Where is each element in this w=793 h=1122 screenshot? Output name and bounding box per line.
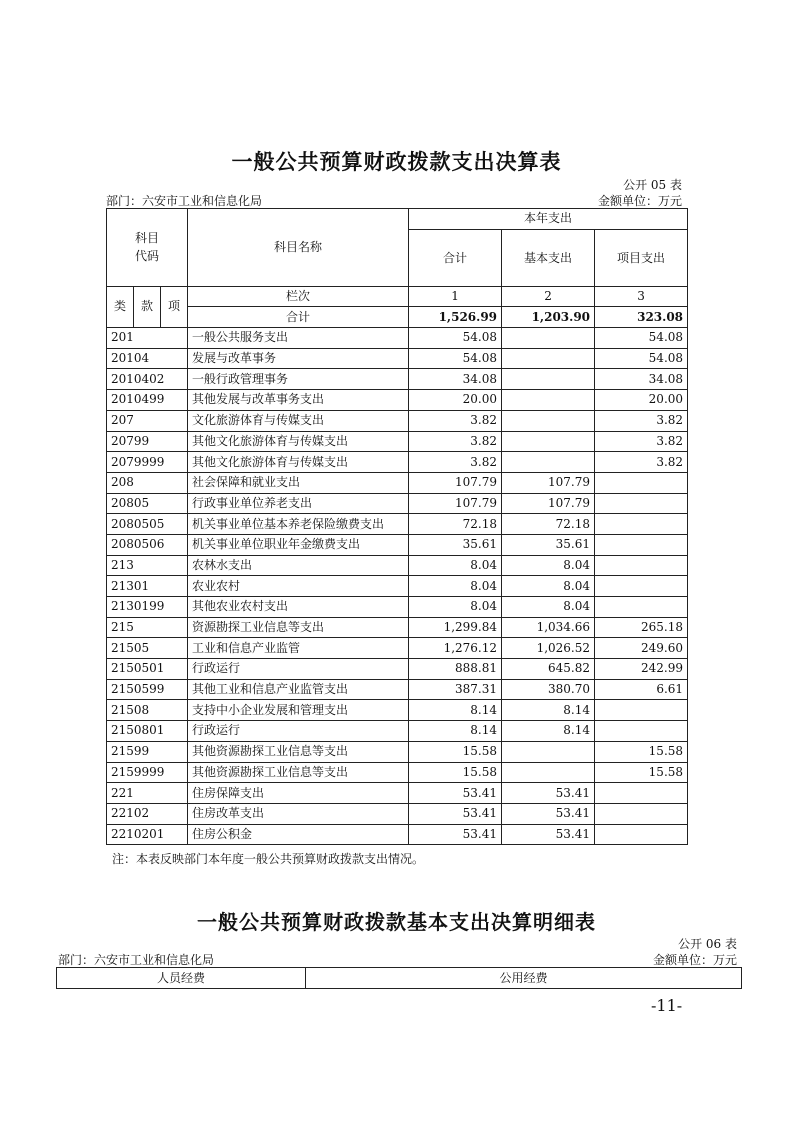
column-no-1: 1 xyxy=(409,286,502,307)
table-row xyxy=(107,597,688,618)
sum-label: 合计 xyxy=(188,307,409,328)
row-total: 8.14 xyxy=(409,700,502,721)
row-code: 207 xyxy=(107,410,188,431)
row-code: 2150501 xyxy=(107,659,188,680)
header-xiang: 项 xyxy=(161,286,188,327)
row-code: 2080505 xyxy=(107,514,188,535)
row-project: 3.82 xyxy=(595,452,688,473)
row-name: 农业农村 xyxy=(188,576,409,597)
table2-code: 公开 06 表 xyxy=(678,937,737,951)
row-total: 53.41 xyxy=(409,783,502,804)
row-name: 行政运行 xyxy=(188,659,409,680)
header-public: 公用经费 xyxy=(306,968,742,989)
row-code: 21508 xyxy=(107,700,188,721)
row-project xyxy=(595,514,688,535)
row-project xyxy=(595,597,688,618)
row-basic: 8.14 xyxy=(502,700,595,721)
table-row xyxy=(107,659,688,680)
row-basic: 72.18 xyxy=(502,514,595,535)
row-basic: 107.79 xyxy=(502,493,595,514)
sum-basic: 1,203.90 xyxy=(502,307,595,328)
row-code: 215 xyxy=(107,617,188,638)
table-row xyxy=(107,824,688,845)
table-row xyxy=(107,638,688,659)
table-row xyxy=(107,452,688,473)
row-total: 15.58 xyxy=(409,741,502,762)
row-project: 6.61 xyxy=(595,679,688,700)
row-name: 住房公积金 xyxy=(188,824,409,845)
row-project xyxy=(595,803,688,824)
row-basic: 107.79 xyxy=(502,472,595,493)
row-name: 住房改革支出 xyxy=(188,803,409,824)
row-basic: 8.04 xyxy=(502,597,595,618)
row-project: 20.00 xyxy=(595,390,688,411)
row-name: 支持中小企业发展和管理支出 xyxy=(188,700,409,721)
table-row xyxy=(107,617,688,638)
row-name: 农林水支出 xyxy=(188,555,409,576)
row-code: 2150599 xyxy=(107,679,188,700)
row-name: 其他发展与改革事务支出 xyxy=(188,390,409,411)
table-row xyxy=(107,369,688,390)
header-subject-name: 科目名称 xyxy=(188,209,409,287)
row-total: 8.14 xyxy=(409,721,502,742)
row-total: 387.31 xyxy=(409,679,502,700)
table-row xyxy=(107,472,688,493)
table-row xyxy=(107,803,688,824)
table-row xyxy=(107,348,688,369)
header-current-year: 本年支出 xyxy=(409,209,688,230)
row-name: 工业和信息产业监管 xyxy=(188,638,409,659)
header-personnel: 人员经费 xyxy=(57,968,306,989)
row-total: 3.82 xyxy=(409,452,502,473)
row-name: 一般行政管理事务 xyxy=(188,369,409,390)
row-code: 22102 xyxy=(107,803,188,824)
row-project: 242.99 xyxy=(595,659,688,680)
row-basic: 8.14 xyxy=(502,721,595,742)
row-code: 221 xyxy=(107,783,188,804)
row-total: 54.08 xyxy=(409,348,502,369)
row-basic: 35.61 xyxy=(502,534,595,555)
row-total: 8.04 xyxy=(409,555,502,576)
row-code: 2159999 xyxy=(107,762,188,783)
basic-expenditure-table xyxy=(56,967,742,989)
table-row xyxy=(107,576,688,597)
table-row xyxy=(107,555,688,576)
row-project: 54.08 xyxy=(595,348,688,369)
row-name: 其他农业农村支出 xyxy=(188,597,409,618)
row-project xyxy=(595,534,688,555)
row-total: 20.00 xyxy=(409,390,502,411)
table-row xyxy=(107,700,688,721)
table-row xyxy=(107,783,688,804)
row-total: 72.18 xyxy=(409,514,502,535)
row-name: 其他资源勘探工业信息等支出 xyxy=(188,762,409,783)
table-row xyxy=(107,493,688,514)
row-project xyxy=(595,555,688,576)
table1-title: 一般公共预算财政拨款支出决算表 xyxy=(231,149,562,174)
row-total: 53.41 xyxy=(409,803,502,824)
header-lei: 类 xyxy=(107,286,134,327)
row-project: 15.58 xyxy=(595,762,688,783)
sum-project: 323.08 xyxy=(595,307,688,328)
row-code: 2210201 xyxy=(107,824,188,845)
row-basic xyxy=(502,369,595,390)
row-basic xyxy=(502,328,595,349)
row-code: 20799 xyxy=(107,431,188,452)
sum-total: 1,526.99 xyxy=(409,307,502,328)
column-no-2: 2 xyxy=(502,286,595,307)
page-number: -11- xyxy=(651,996,683,1015)
table-row xyxy=(107,741,688,762)
row-code: 2079999 xyxy=(107,452,188,473)
row-code: 20805 xyxy=(107,493,188,514)
row-code: 2150801 xyxy=(107,721,188,742)
row-basic xyxy=(502,762,595,783)
row-project: 249.60 xyxy=(595,638,688,659)
row-name: 其他文化旅游体育与传媒支出 xyxy=(188,452,409,473)
row-code: 20104 xyxy=(107,348,188,369)
table-row xyxy=(107,410,688,431)
row-name: 发展与改革事务 xyxy=(188,348,409,369)
row-code: 208 xyxy=(107,472,188,493)
row-code: 2010499 xyxy=(107,390,188,411)
row-name: 行政事业单位养老支出 xyxy=(188,493,409,514)
row-name: 其他资源勘探工业信息等支出 xyxy=(188,741,409,762)
row-project xyxy=(595,721,688,742)
row-basic xyxy=(502,410,595,431)
row-project xyxy=(595,493,688,514)
row-name: 机关事业单位基本养老保险缴费支出 xyxy=(188,514,409,535)
row-project: 3.82 xyxy=(595,431,688,452)
row-basic xyxy=(502,741,595,762)
row-basic xyxy=(502,348,595,369)
row-total: 888.81 xyxy=(409,659,502,680)
row-code: 21301 xyxy=(107,576,188,597)
header-subject-code: 科目 代码 xyxy=(107,209,188,287)
row-total: 3.82 xyxy=(409,410,502,431)
row-project: 34.08 xyxy=(595,369,688,390)
table-row xyxy=(107,390,688,411)
row-basic: 53.41 xyxy=(502,803,595,824)
row-name: 资源勘探工业信息等支出 xyxy=(188,617,409,638)
row-basic: 380.70 xyxy=(502,679,595,700)
row-code: 213 xyxy=(107,555,188,576)
table-row xyxy=(107,679,688,700)
row-basic: 8.04 xyxy=(502,576,595,597)
row-basic: 1,026.52 xyxy=(502,638,595,659)
table1-code: 公开 05 表 xyxy=(623,178,682,192)
table-row xyxy=(107,534,688,555)
table2-title: 一般公共预算财政拨款基本支出决算明细表 xyxy=(197,910,596,934)
table2-department: 部门：六安市工业和信息化局 xyxy=(58,953,215,967)
row-project: 265.18 xyxy=(595,617,688,638)
row-total: 15.58 xyxy=(409,762,502,783)
row-name: 行政运行 xyxy=(188,721,409,742)
header-basic: 基本支出 xyxy=(502,229,595,286)
table-row xyxy=(107,431,688,452)
table-row xyxy=(107,514,688,535)
row-basic xyxy=(502,452,595,473)
row-code: 2080506 xyxy=(107,534,188,555)
row-code: 21599 xyxy=(107,741,188,762)
row-project: 3.82 xyxy=(595,410,688,431)
table-row xyxy=(107,328,688,349)
row-name: 社会保障和就业支出 xyxy=(188,472,409,493)
table-row xyxy=(107,721,688,742)
row-code: 2010402 xyxy=(107,369,188,390)
row-project xyxy=(595,472,688,493)
header-column-no: 栏次 xyxy=(188,286,409,307)
expenditure-table xyxy=(106,208,688,845)
row-total: 3.82 xyxy=(409,431,502,452)
row-basic: 645.82 xyxy=(502,659,595,680)
row-name: 文化旅游体育与传媒支出 xyxy=(188,410,409,431)
row-project: 15.58 xyxy=(595,741,688,762)
row-name: 住房保障支出 xyxy=(188,783,409,804)
row-name: 其他工业和信息产业监管支出 xyxy=(188,679,409,700)
header-kuan: 款 xyxy=(134,286,161,327)
row-name: 其他文化旅游体育与传媒支出 xyxy=(188,431,409,452)
table1-department: 部门：六安市工业和信息化局 xyxy=(106,194,263,208)
row-total: 107.79 xyxy=(409,493,502,514)
row-total: 53.41 xyxy=(409,824,502,845)
table1-unit: 金额单位：万元 xyxy=(597,194,682,208)
row-basic xyxy=(502,431,595,452)
row-name: 一般公共服务支出 xyxy=(188,328,409,349)
row-basic: 1,034.66 xyxy=(502,617,595,638)
row-code: 21505 xyxy=(107,638,188,659)
row-project xyxy=(595,700,688,721)
row-project xyxy=(595,576,688,597)
row-total: 54.08 xyxy=(409,328,502,349)
row-name: 机关事业单位职业年金缴费支出 xyxy=(188,534,409,555)
row-total: 8.04 xyxy=(409,597,502,618)
row-project xyxy=(595,783,688,804)
row-basic: 53.41 xyxy=(502,824,595,845)
row-total: 107.79 xyxy=(409,472,502,493)
header-project: 项目支出 xyxy=(595,229,688,286)
table-row xyxy=(107,762,688,783)
column-no-3: 3 xyxy=(595,286,688,307)
row-project: 54.08 xyxy=(595,328,688,349)
table1-note: 注：本表反映部门本年度一般公共预算财政拨款支出情况。 xyxy=(112,852,425,866)
row-total: 34.08 xyxy=(409,369,502,390)
row-basic: 8.04 xyxy=(502,555,595,576)
row-total: 1,299.84 xyxy=(409,617,502,638)
row-code: 201 xyxy=(107,328,188,349)
row-code: 2130199 xyxy=(107,597,188,618)
row-total: 8.04 xyxy=(409,576,502,597)
header-total: 合计 xyxy=(409,229,502,286)
row-basic: 53.41 xyxy=(502,783,595,804)
row-total: 1,276.12 xyxy=(409,638,502,659)
row-total: 35.61 xyxy=(409,534,502,555)
table2-unit: 金额单位：万元 xyxy=(652,953,737,967)
row-basic xyxy=(502,390,595,411)
row-project xyxy=(595,824,688,845)
